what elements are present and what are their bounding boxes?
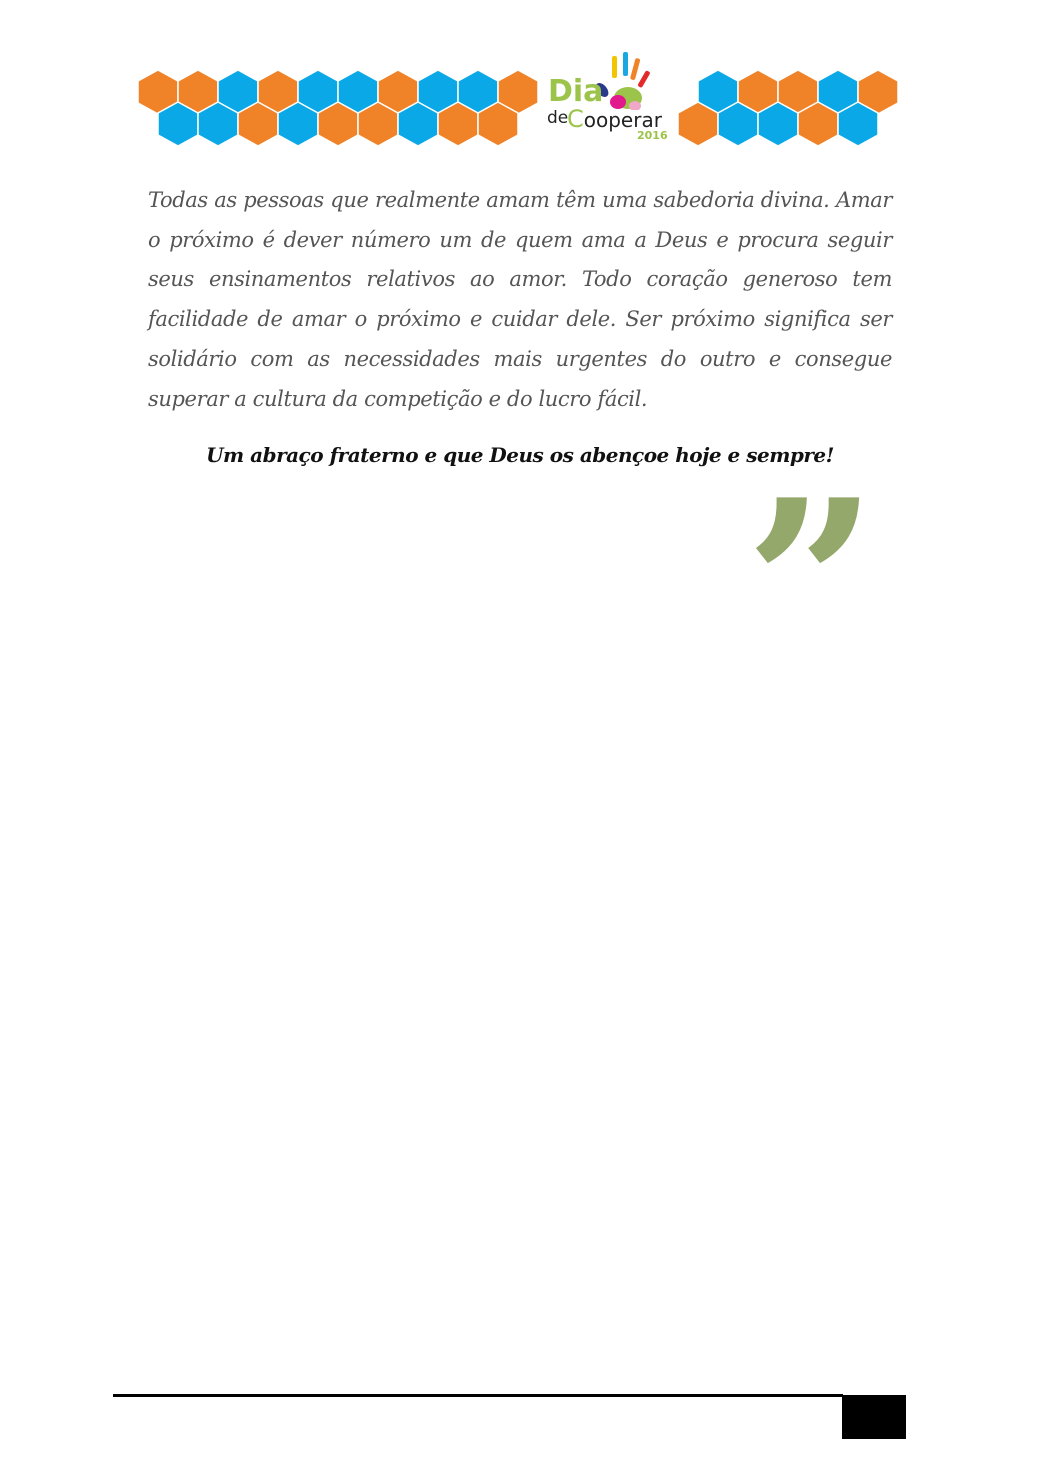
logo-dia: Dia (548, 74, 604, 109)
body-paragraph: Todas as pessoas que realmente amam têm uma sabedoria divina. Amar o próximo é dever número um de quem ama a Deus e procura seguir seus ensinamentos relativos ao amor. Todo coração generoso tem facilidade de amar o próximo e cuidar dele. Ser próximo significa ser solidário com as necessidades mais urgentes do outro e consegue superar a cultura da competição e do lucro fácil. (148, 188, 892, 411)
closing-line: Um abraço fraterno e que Deus os abençoe hoje e sempre! (206, 443, 834, 467)
footer-rule (113, 1394, 843, 1397)
logo-cooperar: Cooperar (567, 105, 662, 133)
dia-de-cooperar-logo (540, 50, 670, 145)
logo-year: 2016 (637, 129, 668, 142)
closing-quote-icon: ” (745, 450, 858, 720)
logo-de: de (547, 108, 569, 128)
hexagon-banner (130, 44, 910, 148)
page-number-box (842, 1395, 906, 1439)
